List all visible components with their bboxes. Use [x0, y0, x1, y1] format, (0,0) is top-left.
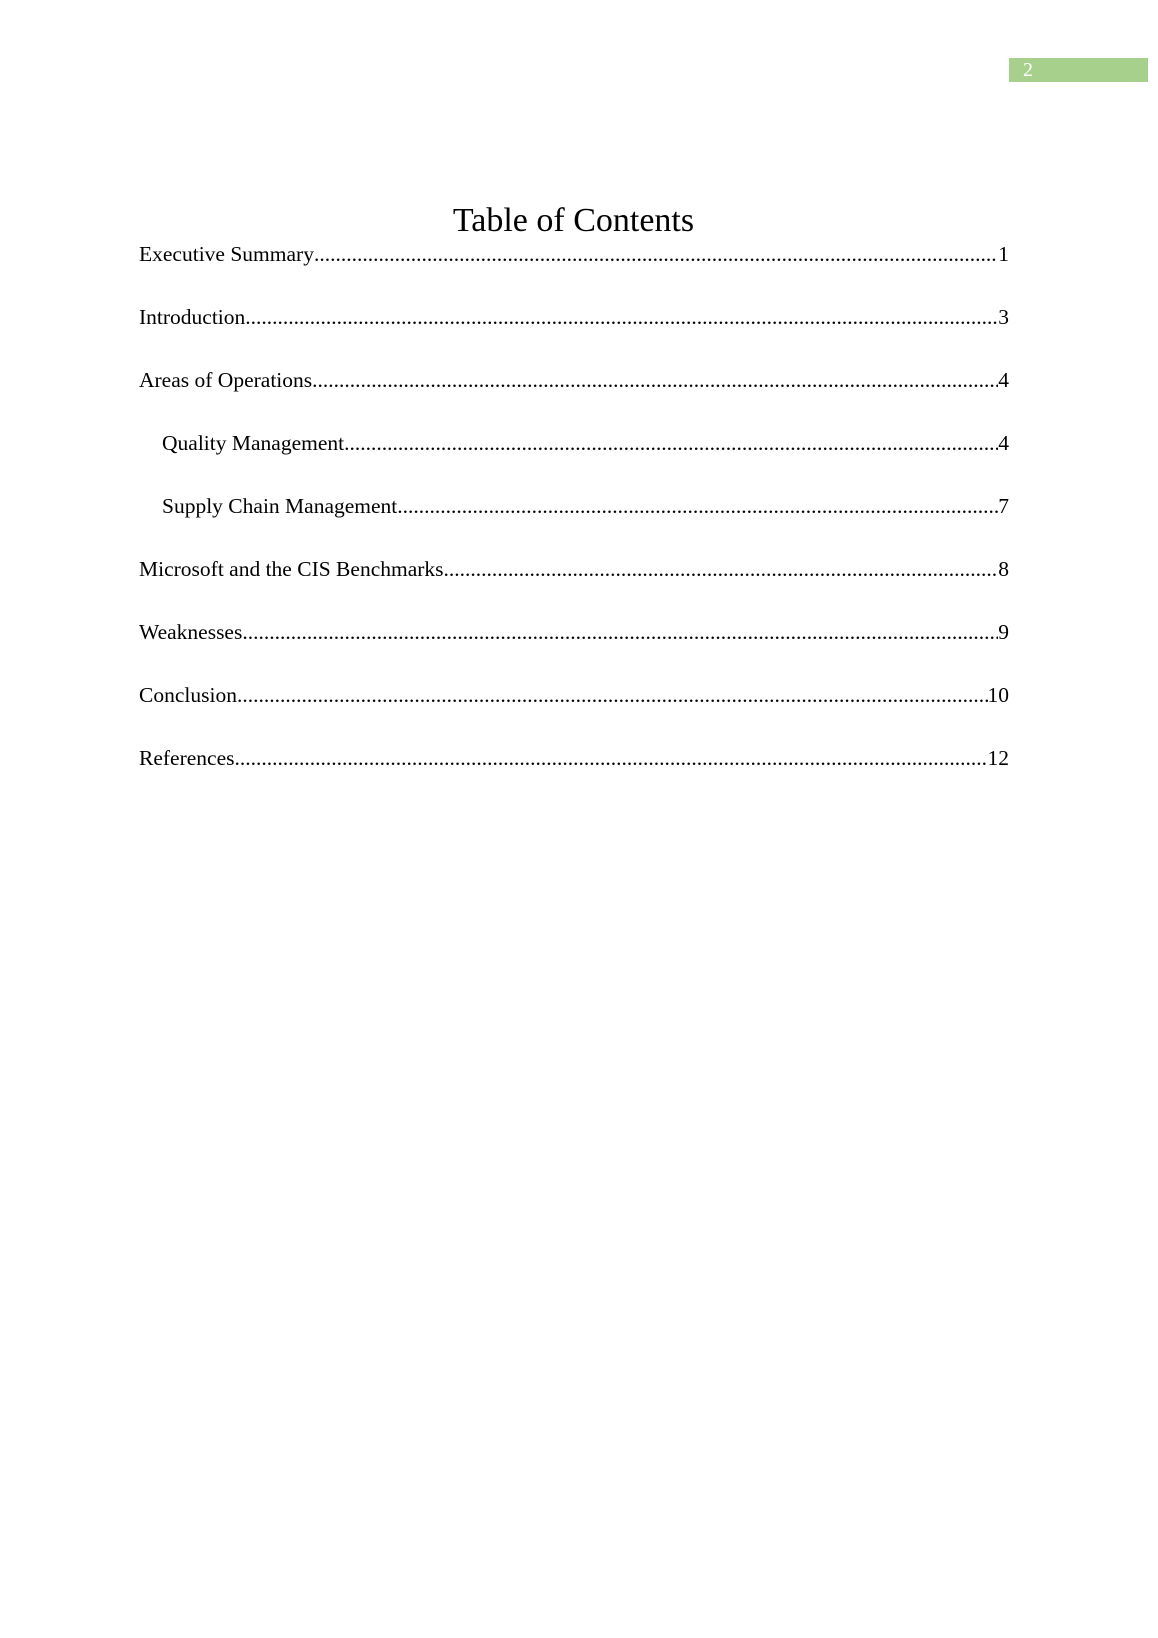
toc-entry-label: Quality Management	[162, 431, 345, 455]
page-number-badge: 2	[1009, 58, 1148, 82]
toc-entry-page: 7	[998, 494, 1009, 518]
toc-dot-leader	[314, 240, 998, 268]
toc-entry-page: 3	[998, 305, 1009, 329]
toc-entry-label: Areas of Operations	[139, 368, 313, 392]
toc-entry-supply-chain-management[interactable]	[139, 492, 1009, 555]
toc-entry-introduction[interactable]	[139, 303, 1009, 366]
toc-entry-areas-of-operations[interactable]	[139, 366, 1009, 429]
toc-dot-leader	[312, 366, 998, 394]
toc-entry-page: 4	[998, 368, 1009, 392]
toc-entry-label: Microsoft and the CIS Benchmarks	[139, 557, 444, 581]
toc-dot-leader	[344, 429, 998, 457]
toc-entry-page: 4	[998, 431, 1009, 455]
toc-dot-leader	[242, 618, 998, 646]
toc-dot-leader	[245, 303, 998, 331]
toc-dot-leader	[397, 492, 998, 520]
toc-entry-page: 12	[987, 746, 1009, 770]
toc-entry-weaknesses[interactable]	[139, 618, 1009, 681]
toc-entry-references[interactable]	[139, 744, 1009, 807]
toc-entry-label: Conclusion	[139, 683, 237, 707]
toc-dot-leader	[237, 681, 988, 709]
toc-entry-page: 9	[998, 620, 1009, 644]
toc-entry-label: Introduction	[139, 305, 246, 329]
toc-entry-conclusion[interactable]	[139, 681, 1009, 744]
toc-entry-page: 10	[987, 683, 1009, 707]
toc-entry-label: Executive Summary	[139, 242, 314, 266]
toc-dot-leader	[235, 744, 988, 772]
toc-entry-microsoft-cis-benchmarks[interactable]	[139, 555, 1009, 618]
toc-list	[139, 240, 1009, 807]
toc-entry-quality-management[interactable]	[139, 429, 1009, 492]
toc-entry-page: 8	[998, 557, 1009, 581]
toc-entry-label: References	[139, 746, 235, 770]
toc-entry-executive-summary[interactable]	[139, 240, 1009, 303]
toc-entry-label: Supply Chain Management	[162, 494, 398, 518]
toc-entry-page: 1	[998, 242, 1009, 266]
toc-dot-leader	[444, 555, 999, 583]
toc-title: Table of Contents	[452, 202, 695, 239]
toc-entry-label: Weaknesses	[139, 620, 243, 644]
